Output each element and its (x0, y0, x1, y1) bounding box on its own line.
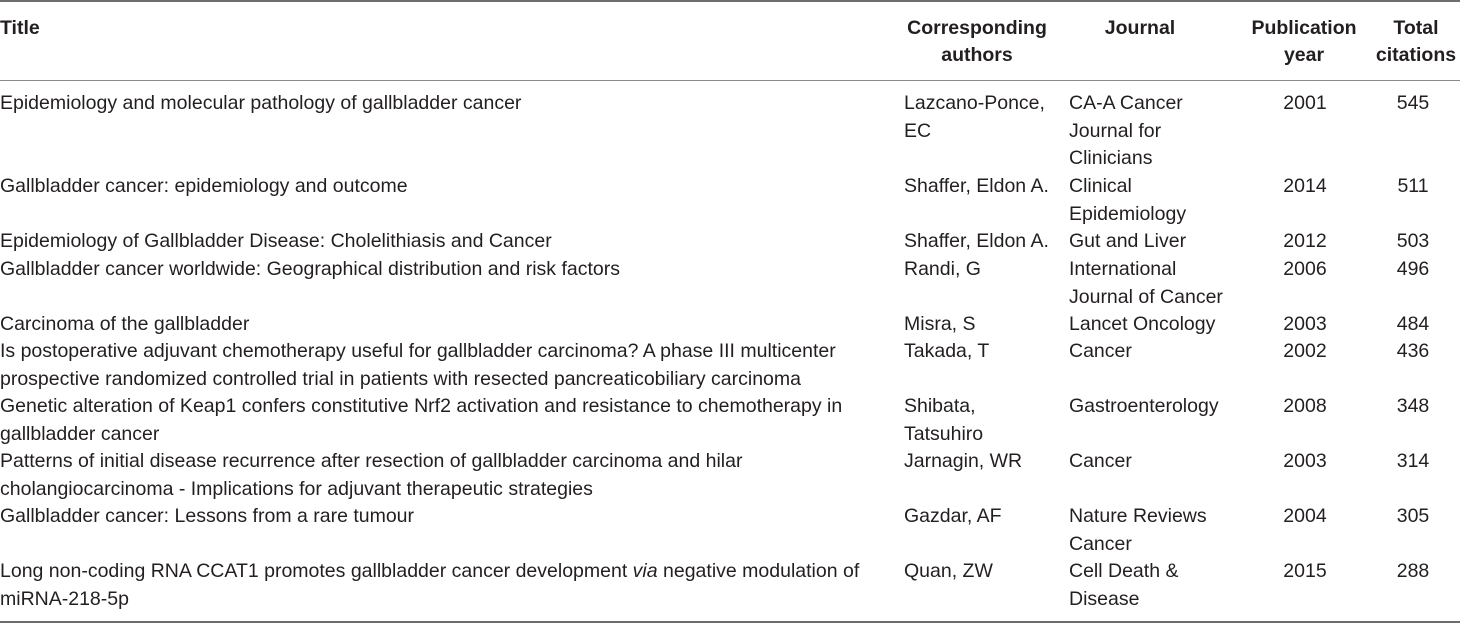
row-title (0, 228, 880, 256)
row-citations: 511 (1397, 175, 1429, 197)
row-authors-line: Jarnagin, WR (904, 450, 1023, 472)
row-title (0, 503, 880, 531)
row-title-line (0, 558, 880, 586)
row-authors (904, 448, 1054, 476)
row-journal-line: CA-A Cancer (1069, 92, 1183, 114)
row-journal (1069, 448, 1239, 476)
row-year: 2004 (1283, 505, 1327, 527)
row-year: 2015 (1283, 560, 1327, 582)
row-journal (1069, 338, 1239, 366)
header-citations-line2: citations (1375, 44, 1457, 66)
row-journal-line: Clinicians (1069, 147, 1153, 169)
header-year-line2: year (1283, 44, 1325, 66)
row-authors-line: Randi, G (904, 258, 981, 280)
row-title-line: Epidemiology of Gallbladder Disease: Cholelithiasis and Cancer (0, 230, 552, 252)
header-year-line1: Publication (1251, 17, 1357, 39)
row-title-line: miRNA-218-5p (0, 587, 129, 610)
row-title (0, 448, 880, 503)
row-citations: 545 (1396, 92, 1430, 114)
row-citations: 288 (1396, 560, 1430, 582)
row-journal-line: Lancet Oncology (1069, 313, 1216, 335)
row-journal (1069, 311, 1239, 339)
row-journal-line: Gastroenterology (1069, 395, 1219, 417)
row-authors (904, 558, 1054, 586)
row-title-line: Patterns of initial disease recurrence after resection of gallbladder carcinoma and hilar (0, 450, 743, 472)
row-journal-line: Cell Death & (1069, 560, 1179, 582)
row-journal-line: Journal of Cancer (1069, 285, 1223, 308)
row-authors (904, 338, 1054, 366)
header-citations-line1: Total (1393, 17, 1439, 39)
row-authors (904, 311, 1054, 339)
header-year (1244, 15, 1364, 69)
row-authors (904, 90, 1054, 145)
header-journal: Journal (1104, 17, 1176, 39)
row-authors-line: Shaffer, Eldon A. (904, 175, 1049, 197)
row-citations: 436 (1396, 340, 1430, 362)
row-journal (1069, 90, 1239, 173)
row-authors (904, 503, 1054, 531)
row-authors (904, 393, 1054, 448)
row-citations: 503 (1396, 230, 1430, 252)
row-authors-line: Takada, T (904, 340, 990, 362)
row-title-line: Carcinoma of the gallbladder (0, 313, 250, 335)
row-title-text: Long non-coding RNA CCAT1 promotes gallbladder cancer development (0, 560, 633, 582)
row-year: 2014 (1283, 175, 1327, 197)
row-title-italic: via (632, 560, 658, 582)
row-journal-line: Cancer (1069, 340, 1132, 362)
row-title (0, 393, 880, 448)
row-title-line: Gallbladder cancer: Lessons from a rare tumour (0, 505, 415, 527)
row-authors-line: Misra, S (904, 313, 976, 335)
row-journal-line: Epidemiology (1069, 202, 1187, 225)
row-journal-line: Clinical (1069, 175, 1132, 197)
row-year: 2003 (1283, 450, 1327, 472)
row-title-line: Gallbladder cancer: epidemiology and outcome (0, 175, 408, 197)
row-journal-line: Disease (1069, 587, 1140, 610)
row-title (0, 173, 880, 201)
row-citations: 314 (1396, 450, 1430, 472)
row-authors (904, 256, 1054, 284)
row-authors-line: Tatsuhiro (904, 422, 984, 445)
row-title-line: cholangiocarcinoma - Implications for adjuvant therapeutic strategies (0, 477, 593, 500)
row-journal-line: Nature Reviews (1069, 505, 1207, 527)
row-year: 2001 (1283, 92, 1327, 114)
header-authors-line1: Corresponding (907, 17, 1047, 39)
header-title: Title (0, 17, 40, 39)
header-rule (0, 80, 1460, 81)
row-year: 2006 (1283, 258, 1327, 280)
row-authors-line: Gazdar, AF (904, 505, 1002, 527)
row-journal-line: Cancer (1069, 532, 1132, 555)
row-year: 2008 (1283, 395, 1327, 417)
row-citations: 305 (1396, 505, 1430, 527)
row-authors (904, 173, 1054, 201)
row-journal (1069, 393, 1239, 421)
row-journal (1069, 558, 1239, 613)
row-citations: 348 (1396, 395, 1430, 417)
row-authors-line: Lazcano-Ponce, (904, 92, 1045, 114)
row-title-line: Genetic alteration of Keap1 confers constitutive Nrf2 activation and resistance to chemotherapy in (0, 395, 843, 417)
row-journal (1069, 256, 1239, 311)
row-title-line: Gallbladder cancer worldwide: Geographical distribution and risk factors (0, 258, 620, 280)
row-citations: 484 (1396, 313, 1430, 335)
row-title-line: Is postoperative adjuvant chemotherapy useful for gallbladder carcinoma? A phase III multicenter (0, 340, 836, 362)
header-citations (1372, 15, 1460, 69)
row-journal (1069, 228, 1239, 256)
row-authors-line: EC (904, 119, 932, 142)
row-journal-line: Cancer (1069, 450, 1132, 472)
row-title (0, 338, 880, 393)
row-journal (1069, 503, 1239, 558)
row-title (0, 558, 880, 613)
row-authors-line: Shaffer, Eldon A. (904, 230, 1049, 252)
row-journal (1069, 173, 1239, 228)
row-title (0, 90, 880, 118)
row-journal-line: Gut and Liver (1069, 230, 1187, 252)
row-title (0, 311, 880, 339)
row-citations: 496 (1396, 258, 1430, 280)
row-authors-line: Quan, ZW (904, 560, 993, 582)
row-title-line: prospective randomized controlled trial in patients with resected pancreaticobiliary carcinoma (0, 367, 801, 390)
table-top-rule (0, 0, 1460, 2)
row-title-line: gallbladder cancer (0, 422, 160, 445)
row-title (0, 256, 880, 284)
row-year: 2003 (1283, 313, 1327, 335)
row-authors-line: Shibata, (904, 395, 976, 417)
row-title-line: Epidemiology and molecular pathology of gallbladder cancer (0, 92, 522, 114)
row-title-text: negative modulation of (657, 560, 860, 582)
row-year: 2002 (1283, 340, 1327, 362)
row-journal-line: Journal for (1069, 119, 1162, 142)
row-year: 2012 (1283, 230, 1327, 252)
row-journal-line: International (1069, 258, 1177, 280)
header-authors-line2: authors (941, 44, 1013, 66)
header-authors (902, 15, 1052, 69)
row-authors (904, 228, 1054, 256)
